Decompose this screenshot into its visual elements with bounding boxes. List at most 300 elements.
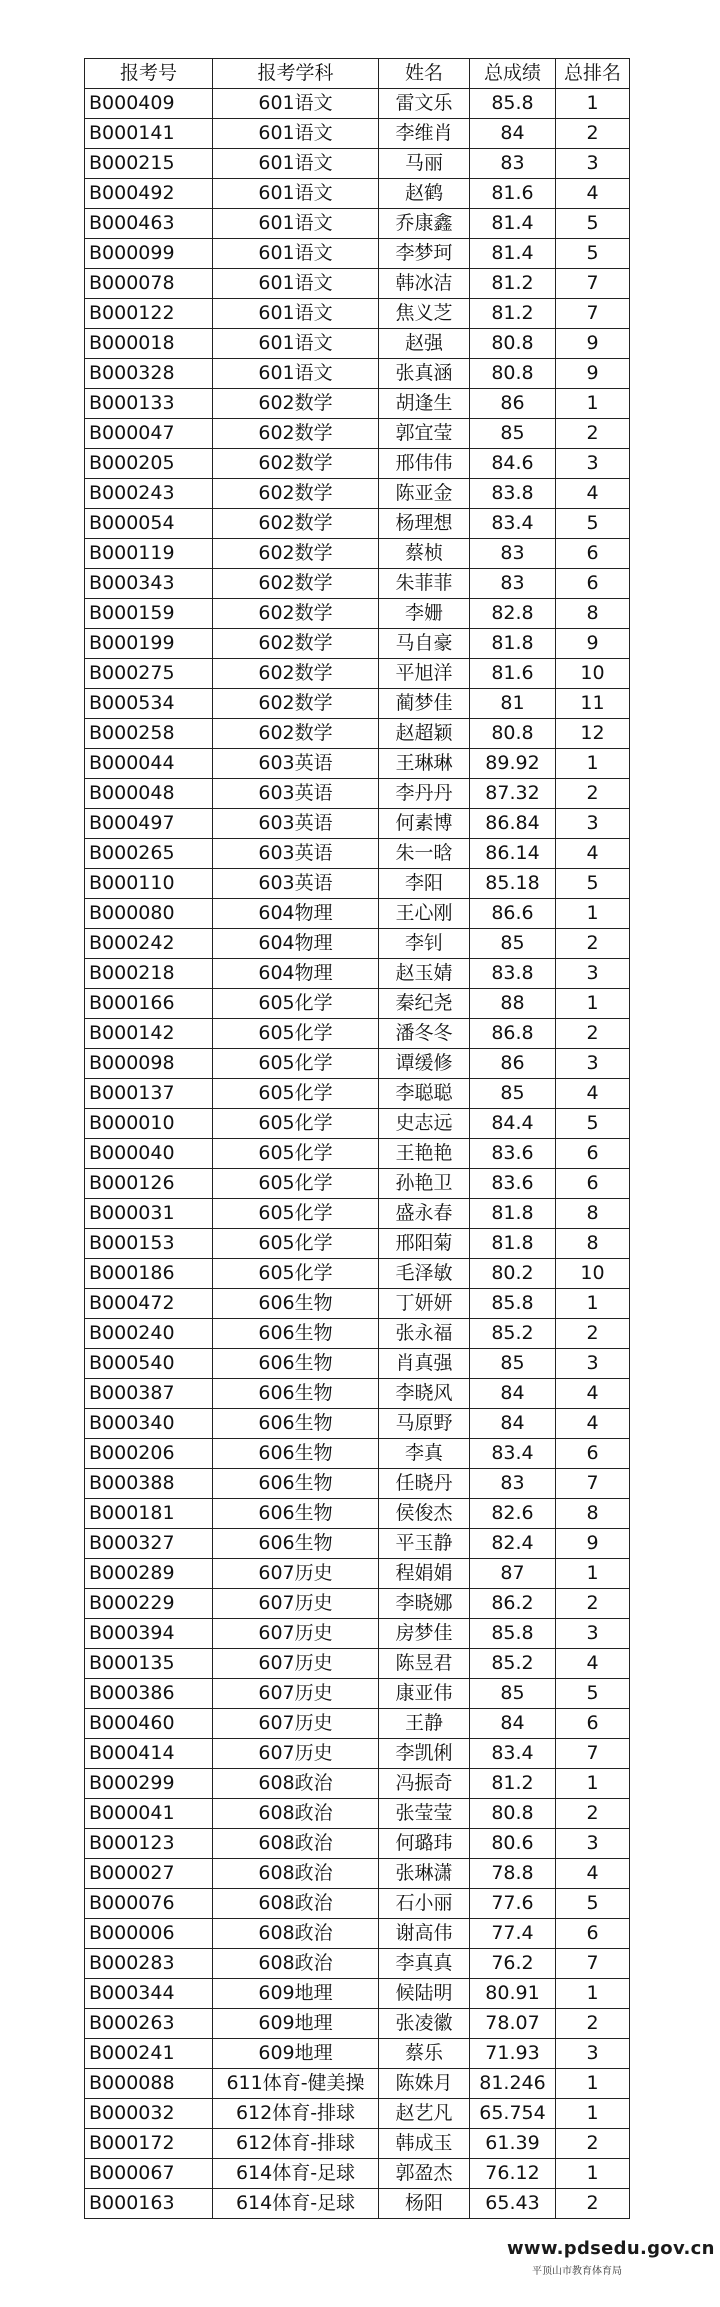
cell-subject: 609地理 (213, 2009, 379, 2039)
cell-name: 陈昱君 (379, 1649, 470, 1679)
cell-name: 王艳艳 (379, 1139, 470, 1169)
cell-exam-id: B000492 (85, 179, 213, 209)
cell-exam-id: B000327 (85, 1529, 213, 1559)
cell-total-rank: 7 (556, 1469, 630, 1499)
cell-total-score: 76.2 (470, 1949, 556, 1979)
cell-exam-id: B000534 (85, 689, 213, 719)
cell-exam-id: B000047 (85, 419, 213, 449)
cell-name: 张凌徽 (379, 2009, 470, 2039)
cell-total-score: 80.2 (470, 1259, 556, 1289)
cell-subject: 614体育-足球 (213, 2189, 379, 2219)
cell-exam-id: B000163 (85, 2189, 213, 2219)
cell-total-rank: 3 (556, 1619, 630, 1649)
cell-subject: 605化学 (213, 1139, 379, 1169)
cell-name: 蔺梦佳 (379, 689, 470, 719)
cell-subject: 602数学 (213, 659, 379, 689)
cell-exam-id: B000205 (85, 449, 213, 479)
cell-name: 丁妍妍 (379, 1289, 470, 1319)
cell-exam-id: B000460 (85, 1709, 213, 1739)
cell-subject: 602数学 (213, 449, 379, 479)
cell-total-rank: 1 (556, 899, 630, 929)
table-row (85, 179, 630, 209)
cell-name: 李钊 (379, 929, 470, 959)
cell-name: 李凯俐 (379, 1739, 470, 1769)
cell-total-score: 80.8 (470, 359, 556, 389)
cell-subject: 607历史 (213, 1679, 379, 1709)
cell-name: 张琳潇 (379, 1859, 470, 1889)
cell-exam-id: B000078 (85, 269, 213, 299)
table-row (85, 1019, 630, 1049)
table-row (85, 839, 630, 869)
cell-exam-id: B000135 (85, 1649, 213, 1679)
cell-name: 雷文乐 (379, 89, 470, 119)
cell-exam-id: B000181 (85, 1499, 213, 1529)
table-row (85, 1529, 630, 1559)
cell-total-rank: 2 (556, 419, 630, 449)
cell-total-rank: 4 (556, 1859, 630, 1889)
table-row (85, 1889, 630, 1919)
cell-total-score: 81.6 (470, 179, 556, 209)
cell-name: 何璐玮 (379, 1829, 470, 1859)
cell-total-score: 83 (470, 1469, 556, 1499)
cell-subject: 602数学 (213, 569, 379, 599)
cell-total-rank: 8 (556, 1499, 630, 1529)
cell-total-score: 77.6 (470, 1889, 556, 1919)
cell-total-score: 84 (470, 1709, 556, 1739)
cell-total-score: 81.4 (470, 209, 556, 239)
header-row (85, 59, 630, 89)
cell-total-score: 86 (470, 1049, 556, 1079)
cell-subject: 603英语 (213, 869, 379, 899)
cell-total-score: 81.246 (470, 2069, 556, 2099)
cell-subject: 604物理 (213, 959, 379, 989)
cell-subject: 606生物 (213, 1439, 379, 1469)
cell-subject: 605化学 (213, 1229, 379, 1259)
table-row (85, 869, 630, 899)
score-table (84, 58, 630, 2219)
watermark-url: www.pdsedu.gov.cn (507, 2238, 715, 2259)
cell-total-score: 84 (470, 1409, 556, 1439)
cell-total-rank: 6 (556, 1919, 630, 1949)
cell-exam-id: B000241 (85, 2039, 213, 2069)
table-row (85, 1499, 630, 1529)
cell-total-score: 86.84 (470, 809, 556, 839)
cell-exam-id: B000067 (85, 2159, 213, 2189)
cell-exam-id: B000044 (85, 749, 213, 779)
table-row (85, 1589, 630, 1619)
cell-total-score: 81.2 (470, 299, 556, 329)
table-row (85, 1739, 630, 1769)
cell-total-rank: 1 (556, 1979, 630, 2009)
cell-total-score: 78.07 (470, 2009, 556, 2039)
cell-total-rank: 5 (556, 1679, 630, 1709)
table-row (85, 749, 630, 779)
cell-total-score: 85.2 (470, 1319, 556, 1349)
cell-name: 毛泽敏 (379, 1259, 470, 1289)
cell-total-rank: 9 (556, 329, 630, 359)
cell-total-score: 81.2 (470, 1769, 556, 1799)
cell-subject: 611体育-健美操 (213, 2069, 379, 2099)
cell-total-score: 83.8 (470, 479, 556, 509)
cell-name: 韩冰洁 (379, 269, 470, 299)
cell-name: 李晓娜 (379, 1589, 470, 1619)
cell-exam-id: B000240 (85, 1319, 213, 1349)
cell-exam-id: B000229 (85, 1589, 213, 1619)
table-row (85, 2039, 630, 2069)
cell-name: 史志远 (379, 1109, 470, 1139)
cell-subject: 607历史 (213, 1649, 379, 1679)
cell-exam-id: B000386 (85, 1679, 213, 1709)
cell-total-rank: 2 (556, 1019, 630, 1049)
cell-total-score: 81.6 (470, 659, 556, 689)
table-row (85, 2069, 630, 2099)
cell-total-rank: 11 (556, 689, 630, 719)
cell-total-score: 81.4 (470, 239, 556, 269)
cell-subject: 602数学 (213, 419, 379, 449)
cell-exam-id: B000265 (85, 839, 213, 869)
cell-name: 康亚伟 (379, 1679, 470, 1709)
cell-total-score: 84 (470, 119, 556, 149)
cell-subject: 603英语 (213, 809, 379, 839)
cell-total-score: 83.4 (470, 1439, 556, 1469)
cell-total-rank: 6 (556, 1709, 630, 1739)
cell-total-rank: 7 (556, 269, 630, 299)
cell-exam-id: B000088 (85, 2069, 213, 2099)
table-row (85, 1259, 630, 1289)
cell-subject: 604物理 (213, 899, 379, 929)
cell-total-score: 88 (470, 989, 556, 1019)
cell-exam-id: B000540 (85, 1349, 213, 1379)
table-row (85, 1679, 630, 1709)
cell-name: 乔康鑫 (379, 209, 470, 239)
cell-exam-id: B000172 (85, 2129, 213, 2159)
cell-total-rank: 3 (556, 959, 630, 989)
cell-name: 平旭洋 (379, 659, 470, 689)
cell-subject: 605化学 (213, 1199, 379, 1229)
cell-subject: 607历史 (213, 1739, 379, 1769)
watermark-org: 平顶山市教育体育局 (532, 2262, 622, 2277)
cell-name: 潘冬冬 (379, 1019, 470, 1049)
cell-total-rank: 5 (556, 239, 630, 269)
cell-exam-id: B000110 (85, 869, 213, 899)
cell-total-score: 80.91 (470, 1979, 556, 2009)
cell-total-rank: 2 (556, 2129, 630, 2159)
cell-exam-id: B000166 (85, 989, 213, 1019)
cell-exam-id: B000080 (85, 899, 213, 929)
table-row (85, 989, 630, 1019)
cell-exam-id: B000048 (85, 779, 213, 809)
cell-subject: 602数学 (213, 389, 379, 419)
table-row (85, 479, 630, 509)
table-row (85, 1859, 630, 1889)
table-row (85, 1139, 630, 1169)
cell-exam-id: B000414 (85, 1739, 213, 1769)
table-row (85, 1709, 630, 1739)
cell-total-rank: 4 (556, 179, 630, 209)
cell-total-rank: 1 (556, 1769, 630, 1799)
table-row (85, 1469, 630, 1499)
cell-total-rank: 6 (556, 1139, 630, 1169)
cell-total-score: 81 (470, 689, 556, 719)
cell-exam-id: B000344 (85, 1979, 213, 2009)
cell-subject: 606生物 (213, 1529, 379, 1559)
cell-name: 邢阳菊 (379, 1229, 470, 1259)
cell-name: 王琳琳 (379, 749, 470, 779)
cell-exam-id: B000119 (85, 539, 213, 569)
cell-subject: 606生物 (213, 1349, 379, 1379)
cell-total-score: 85 (470, 1079, 556, 1109)
cell-total-score: 65.43 (470, 2189, 556, 2219)
cell-name: 王心刚 (379, 899, 470, 929)
cell-total-score: 85.18 (470, 869, 556, 899)
cell-total-score: 85 (470, 1679, 556, 1709)
cell-total-score: 85.8 (470, 1289, 556, 1319)
cell-total-rank: 2 (556, 1799, 630, 1829)
cell-total-rank: 5 (556, 209, 630, 239)
table-row (85, 1979, 630, 2009)
cell-total-rank: 4 (556, 839, 630, 869)
table-row (85, 449, 630, 479)
header-total-rank: 总排名 (556, 59, 630, 89)
cell-total-score: 86.8 (470, 1019, 556, 1049)
table-row (85, 629, 630, 659)
cell-total-rank: 7 (556, 1739, 630, 1769)
table-row (85, 659, 630, 689)
table-row (85, 2159, 630, 2189)
cell-name: 郭宜莹 (379, 419, 470, 449)
cell-total-rank: 4 (556, 1409, 630, 1439)
cell-total-rank: 5 (556, 1889, 630, 1919)
cell-total-rank: 7 (556, 1949, 630, 1979)
cell-total-rank: 12 (556, 719, 630, 749)
cell-total-score: 83.4 (470, 1739, 556, 1769)
table-row (85, 569, 630, 599)
cell-exam-id: B000218 (85, 959, 213, 989)
cell-total-score: 85 (470, 1349, 556, 1379)
cell-subject: 603英语 (213, 749, 379, 779)
table-row (85, 1769, 630, 1799)
table-row (85, 239, 630, 269)
cell-exam-id: B000387 (85, 1379, 213, 1409)
cell-total-rank: 10 (556, 1259, 630, 1289)
cell-name: 孙艳卫 (379, 1169, 470, 1199)
cell-name: 蔡乐 (379, 2039, 470, 2069)
table-row (85, 1109, 630, 1139)
cell-name: 秦纪尧 (379, 989, 470, 1019)
cell-exam-id: B000141 (85, 119, 213, 149)
cell-total-score: 80.8 (470, 719, 556, 749)
cell-total-rank: 2 (556, 2189, 630, 2219)
cell-name: 韩成玉 (379, 2129, 470, 2159)
cell-exam-id: B000006 (85, 1919, 213, 1949)
table-row (85, 1229, 630, 1259)
table-row (85, 269, 630, 299)
cell-subject: 608政治 (213, 1769, 379, 1799)
header-subject: 报考学科 (213, 59, 379, 89)
cell-name: 冯振奇 (379, 1769, 470, 1799)
cell-total-score: 82.4 (470, 1529, 556, 1559)
cell-total-rank: 2 (556, 119, 630, 149)
table-row (85, 389, 630, 419)
cell-subject: 602数学 (213, 599, 379, 629)
cell-exam-id: B000263 (85, 2009, 213, 2039)
table-row (85, 1619, 630, 1649)
cell-name: 李真真 (379, 1949, 470, 1979)
cell-exam-id: B000153 (85, 1229, 213, 1259)
cell-total-rank: 3 (556, 809, 630, 839)
cell-subject: 605化学 (213, 1079, 379, 1109)
cell-name: 王静 (379, 1709, 470, 1739)
cell-subject: 605化学 (213, 1169, 379, 1199)
cell-name: 杨阳 (379, 2189, 470, 2219)
cell-name: 李梦珂 (379, 239, 470, 269)
cell-total-score: 85.2 (470, 1649, 556, 1679)
cell-total-rank: 1 (556, 1289, 630, 1319)
cell-name: 赵玉婧 (379, 959, 470, 989)
cell-exam-id: B000206 (85, 1439, 213, 1469)
cell-total-rank: 6 (556, 569, 630, 599)
cell-total-rank: 1 (556, 389, 630, 419)
cell-total-rank: 9 (556, 1529, 630, 1559)
cell-subject: 608政治 (213, 1889, 379, 1919)
cell-exam-id: B000242 (85, 929, 213, 959)
cell-total-score: 84.4 (470, 1109, 556, 1139)
cell-name: 李阳 (379, 869, 470, 899)
cell-total-score: 65.754 (470, 2099, 556, 2129)
cell-total-score: 85.8 (470, 1619, 556, 1649)
table-row (85, 1289, 630, 1319)
cell-total-rank: 2 (556, 1319, 630, 1349)
cell-name: 马丽 (379, 149, 470, 179)
table-row (85, 809, 630, 839)
table-row (85, 2009, 630, 2039)
table-row (85, 1949, 630, 1979)
cell-name: 陈亚金 (379, 479, 470, 509)
cell-exam-id: B000040 (85, 1139, 213, 1169)
table-row (85, 299, 630, 329)
table-row (85, 1919, 630, 1949)
cell-total-rank: 5 (556, 1109, 630, 1139)
cell-exam-id: B000289 (85, 1559, 213, 1589)
cell-total-score: 61.39 (470, 2129, 556, 2159)
cell-subject: 602数学 (213, 719, 379, 749)
cell-exam-id: B000122 (85, 299, 213, 329)
cell-total-score: 71.93 (470, 2039, 556, 2069)
cell-name: 肖真强 (379, 1349, 470, 1379)
cell-subject: 604物理 (213, 929, 379, 959)
cell-total-score: 83.8 (470, 959, 556, 989)
cell-name: 郭盈杰 (379, 2159, 470, 2189)
cell-name: 李维肖 (379, 119, 470, 149)
cell-name: 何素博 (379, 809, 470, 839)
cell-total-score: 85 (470, 419, 556, 449)
cell-name: 谢高伟 (379, 1919, 470, 1949)
table-row (85, 1169, 630, 1199)
cell-subject: 605化学 (213, 1109, 379, 1139)
cell-exam-id: B000041 (85, 1799, 213, 1829)
cell-exam-id: B000018 (85, 329, 213, 359)
cell-total-score: 83 (470, 149, 556, 179)
cell-total-rank: 2 (556, 779, 630, 809)
cell-subject: 602数学 (213, 479, 379, 509)
cell-exam-id: B000031 (85, 1199, 213, 1229)
cell-total-rank: 5 (556, 869, 630, 899)
table-header (85, 59, 630, 89)
table-row (85, 2189, 630, 2219)
cell-exam-id: B000388 (85, 1469, 213, 1499)
cell-total-score: 86 (470, 389, 556, 419)
header-total-score: 总成绩 (470, 59, 556, 89)
cell-exam-id: B000142 (85, 1019, 213, 1049)
cell-subject: 601语文 (213, 179, 379, 209)
cell-subject: 601语文 (213, 239, 379, 269)
cell-total-score: 81.8 (470, 1199, 556, 1229)
table-row (85, 689, 630, 719)
cell-name: 候陆明 (379, 1979, 470, 2009)
cell-name: 朱菲菲 (379, 569, 470, 599)
table-row (85, 1409, 630, 1439)
cell-name: 杨理想 (379, 509, 470, 539)
cell-subject: 606生物 (213, 1379, 379, 1409)
cell-name: 邢伟伟 (379, 449, 470, 479)
cell-subject: 612体育-排球 (213, 2099, 379, 2129)
cell-total-score: 85 (470, 929, 556, 959)
cell-exam-id: B000076 (85, 1889, 213, 1919)
cell-exam-id: B000394 (85, 1619, 213, 1649)
cell-subject: 602数学 (213, 509, 379, 539)
cell-total-rank: 3 (556, 1829, 630, 1859)
cell-total-score: 86.2 (470, 1589, 556, 1619)
cell-exam-id: B000409 (85, 89, 213, 119)
cell-exam-id: B000032 (85, 2099, 213, 2129)
cell-total-rank: 6 (556, 1169, 630, 1199)
cell-exam-id: B000463 (85, 209, 213, 239)
cell-total-score: 81.2 (470, 269, 556, 299)
cell-subject: 606生物 (213, 1289, 379, 1319)
cell-total-rank: 4 (556, 1649, 630, 1679)
cell-subject: 602数学 (213, 629, 379, 659)
cell-name: 张莹莹 (379, 1799, 470, 1829)
cell-name: 盛永春 (379, 1199, 470, 1229)
cell-subject: 606生物 (213, 1319, 379, 1349)
cell-total-score: 83 (470, 539, 556, 569)
table-row (85, 1829, 630, 1859)
cell-exam-id: B000133 (85, 389, 213, 419)
cell-total-score: 82.6 (470, 1499, 556, 1529)
cell-subject: 606生物 (213, 1409, 379, 1439)
cell-name: 赵鹤 (379, 179, 470, 209)
cell-name: 马自豪 (379, 629, 470, 659)
cell-total-rank: 3 (556, 1049, 630, 1079)
cell-exam-id: B000054 (85, 509, 213, 539)
cell-total-score: 76.12 (470, 2159, 556, 2189)
table-row (85, 899, 630, 929)
cell-name: 胡逢生 (379, 389, 470, 419)
cell-name: 李聪聪 (379, 1079, 470, 1109)
cell-total-rank: 4 (556, 1079, 630, 1109)
table-row (85, 1349, 630, 1379)
cell-total-rank: 6 (556, 539, 630, 569)
cell-exam-id: B000283 (85, 1949, 213, 1979)
cell-subject: 608政治 (213, 1799, 379, 1829)
table-row (85, 209, 630, 239)
cell-name: 平玉静 (379, 1529, 470, 1559)
cell-name: 程娟娟 (379, 1559, 470, 1589)
table-row (85, 779, 630, 809)
table-row (85, 1199, 630, 1229)
cell-name: 赵超颖 (379, 719, 470, 749)
cell-subject: 601语文 (213, 359, 379, 389)
